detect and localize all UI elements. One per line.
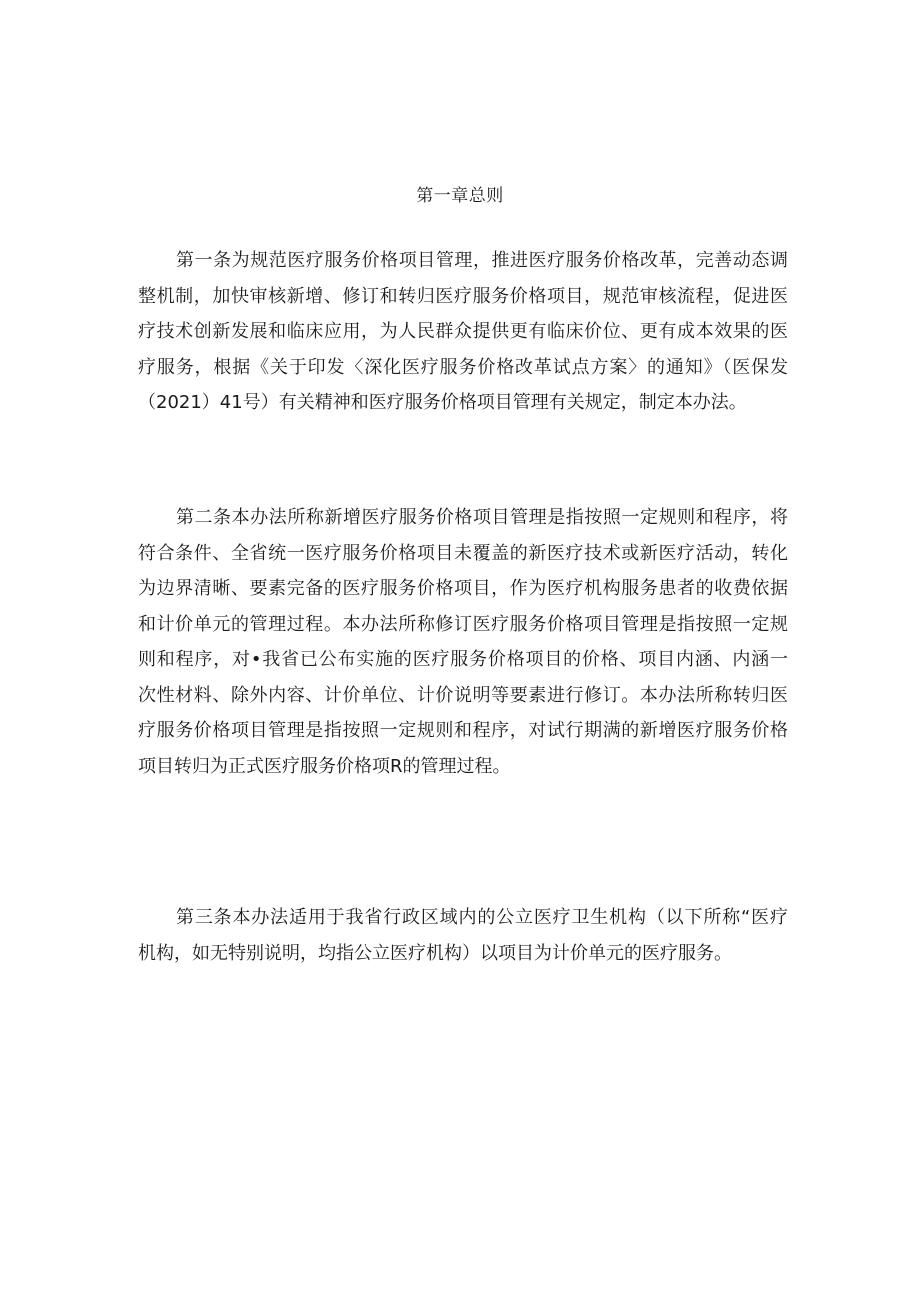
paragraph-line: 则和程序，对•我省已公布实施的医疗服务价格项目的价格、项目内涵、内涵一 — [138, 649, 788, 670]
paragraph-line: 疗技术创新发展和临床应用，为人民群众提供更有临床价位、更有成本效果的医 — [138, 321, 788, 342]
paragraph-line: 和计价单元的管理过程。本办法所称修订医疗服务价格项目管理是指按照一定规 — [138, 613, 788, 635]
paragraph-line: 为边界清晰、要素完备的医疗服务价格项目，作为医疗机构服务患者的收费依据 — [138, 578, 788, 599]
paragraph-line: 项目转归为正式医疗服务价格项R的管理过程。 — [138, 755, 511, 777]
paragraph-line: 机构，如无特别说明，均指公立医疗机构）以项目为计价单元的医疗服务。 — [138, 942, 732, 964]
paragraph-line: 第一条为规范医疗服务价格项目管理，推进医疗服务价格改革，完善动态调 — [176, 250, 788, 271]
chapter-title: 第一章总则 — [416, 186, 504, 206]
paragraph-line: 符合条件、全省统一医疗服务价格项目未覆盖的新医疗技术或新医疗活动，转化 — [138, 542, 788, 564]
article-paragraph — [138, 243, 788, 421]
paragraph-line: （2021）41号）有关精神和医疗服务价格项目管理有关规定，制定本办法。 — [138, 392, 747, 413]
paragraph-line: 整机制，加快审核新增、修订和转归医疗服务价格项目，规范审核流程，促进医 — [138, 285, 788, 307]
article-paragraph — [138, 500, 788, 784]
paragraph-line: 疗服务，根据《关于印发〈深化医疗服务价格改革试点方案〉的通知》（医保发 — [138, 356, 788, 378]
paragraph-line: 第三条本办法适用于我省行政区域内的公立医疗卫生机构（以下所称“医疗 — [176, 907, 788, 928]
paragraph-line: 第二条本办法所称新增医疗服务价格项目管理是指按照一定规则和程序，将 — [176, 507, 788, 528]
paragraph-line: 次性材料、除外内容、计价单位、计价说明等要素进行修订。本办法所称转归医 — [138, 684, 788, 706]
paragraph-line: 疗服务价格项目管理是指按照一定规则和程序，对试行期满的新增医疗服务价格 — [138, 720, 788, 741]
article-paragraph — [138, 900, 788, 971]
